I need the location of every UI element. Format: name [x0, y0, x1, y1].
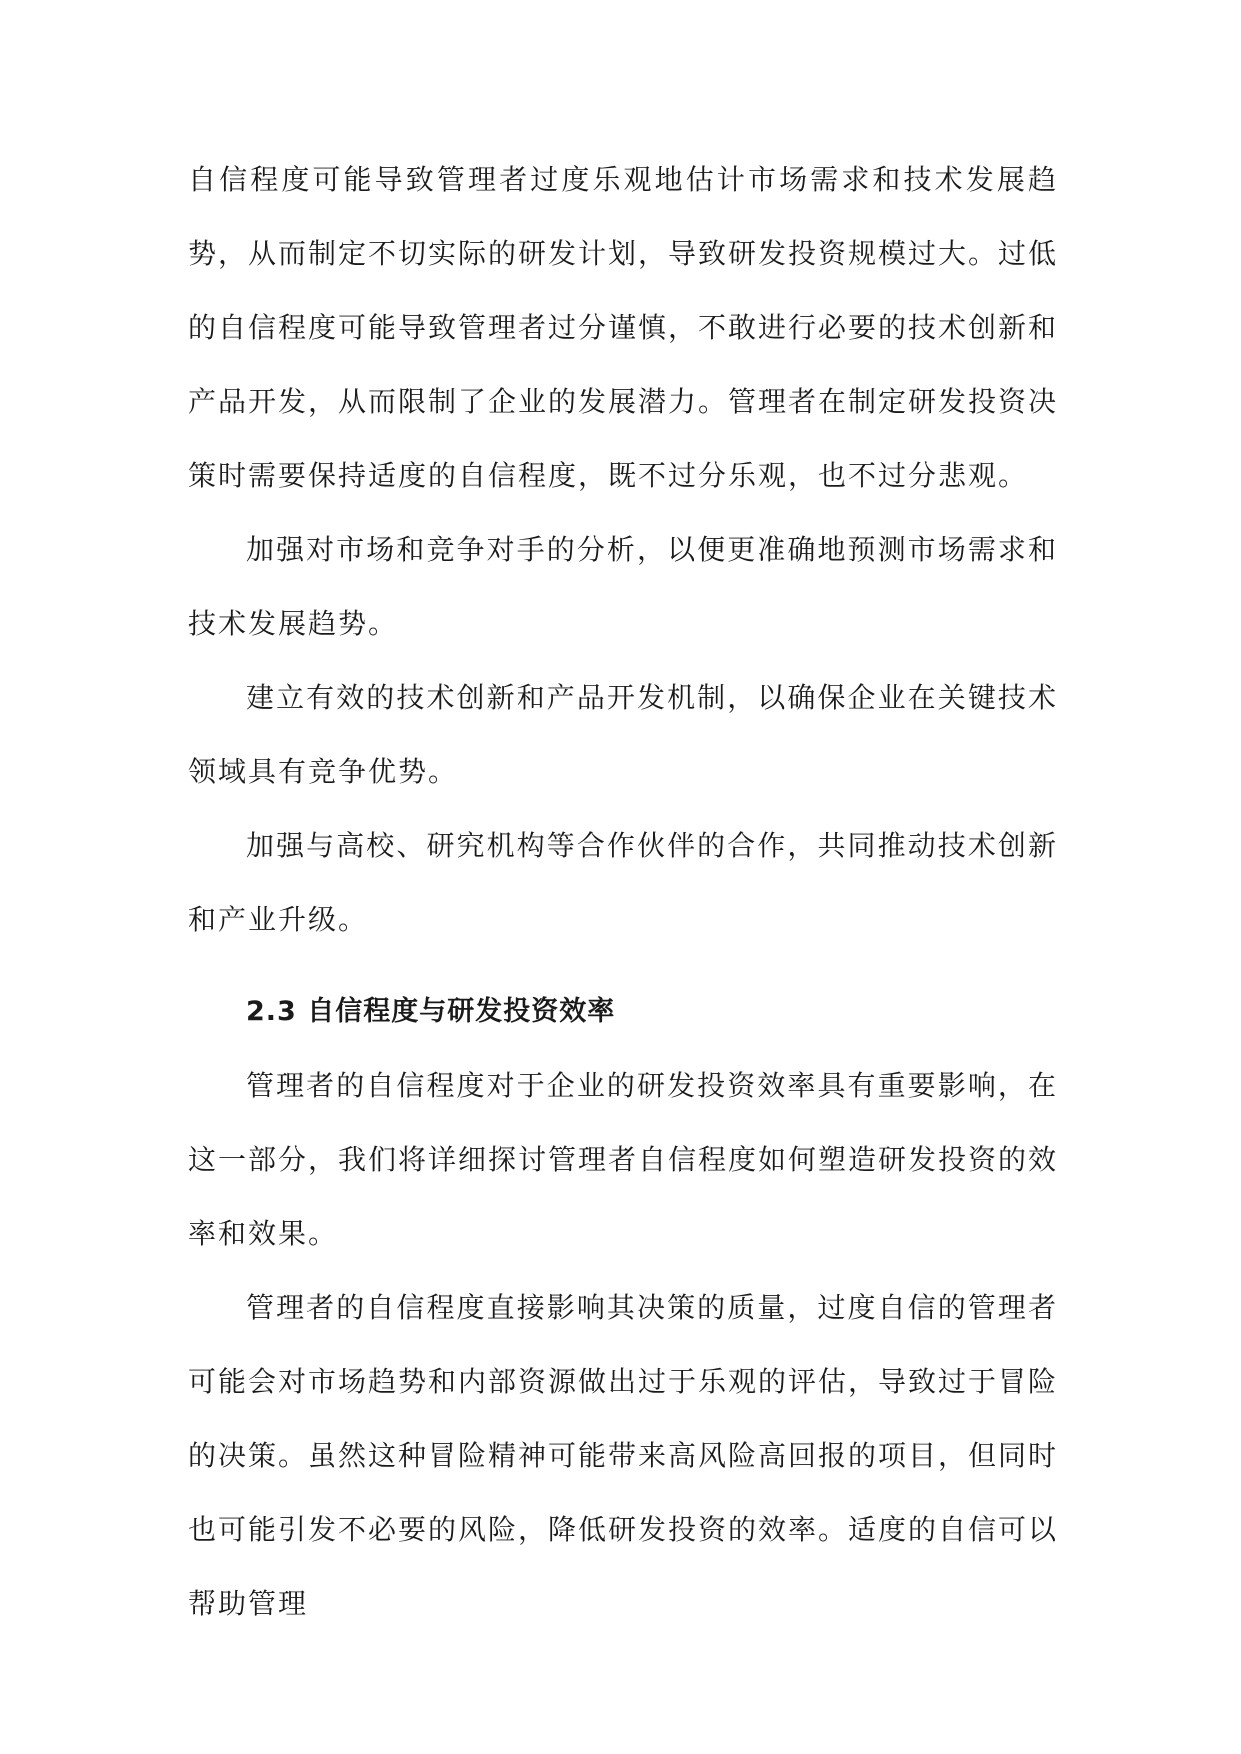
- paragraph-efficiency-intro: 管理者的自信程度对于企业的研发投资效率具有重要影响，在这一部分，我们将详细探讨管理者自信程度如何塑造研发投资的效率和效果。: [188, 1069, 1059, 1250]
- paragraph-decision-quality: 管理者的自信程度直接影响其决策的质量，过度自信的管理者可能会对市场趋势和内部资源做出过于乐观的评估，导致过于冒险的决策。虽然这种冒险精神可能带来高风险高回报的项目，但同时也可能引发不必要的风险，降低研发投资的效率。适度的自信可以帮助管理: [188, 1291, 1059, 1620]
- section-heading: 2.3 自信程度与研发投资效率: [246, 996, 616, 1027]
- paragraph-innovation-mechanism: 建立有效的技术创新和产品开发机制，以确保企业在关键技术领域具有竞争优势。: [188, 681, 1058, 788]
- document-body: [188, 143, 1058, 1641]
- paragraph-continuation: 自信程度可能导致管理者过度乐观地估计市场需求和技术发展趋势，从而制定不切实际的研发计划，导致研发投资规模过大。过低的自信程度可能导致管理者过分谨慎，不敢进行必要的技术创新和产品开发，从而限制了企业的发展潜力。管理者在制定研发投资决策时需要保持适度的自信程度，既不过分乐观，也不过分悲观。: [188, 163, 1059, 492]
- paragraph-cooperation: 加强与高校、研究机构等合作伙伴的合作，共同推动技术创新和产业升级。: [188, 829, 1058, 936]
- paragraph-market-analysis: 加强对市场和竞争对手的分析，以便更准确地预测市场需求和技术发展趋势。: [188, 533, 1058, 640]
